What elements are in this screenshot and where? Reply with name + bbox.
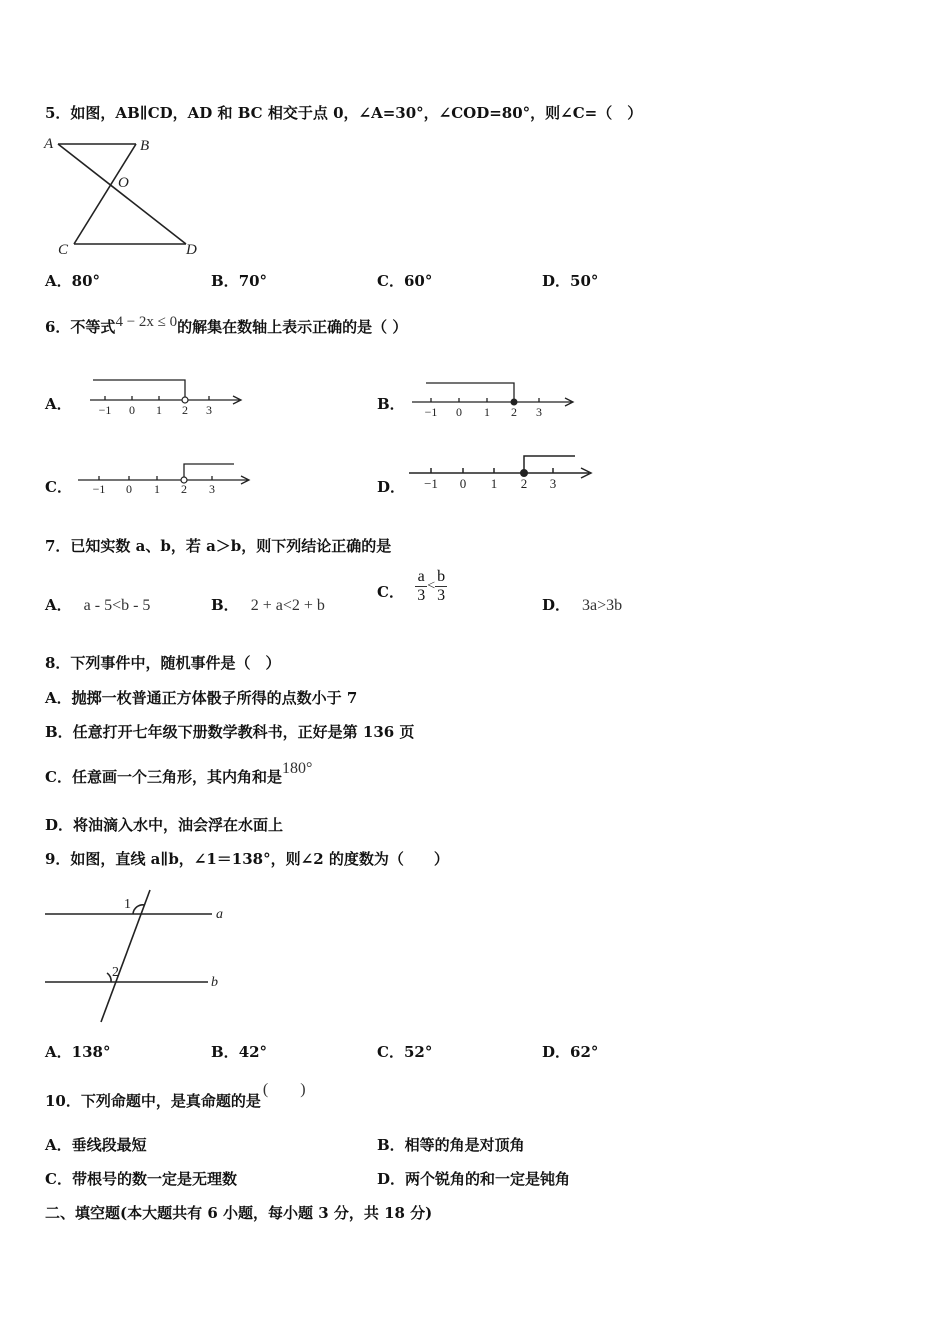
q6-option-b-letter: B． — [377, 395, 405, 413]
svg-text:−1: −1 — [98, 403, 112, 417]
svg-text:−1: −1 — [424, 405, 438, 419]
svg-text:2: 2 — [511, 405, 517, 419]
svg-text:3: 3 — [209, 482, 215, 496]
q7-option-d: D． 3a>3b — [542, 596, 623, 614]
q6-option-a-numberline — [85, 370, 250, 422]
q5-option-d: D．50° — [542, 272, 599, 290]
svg-text:1: 1 — [156, 403, 162, 417]
q8-stem: 8．下列事件中，随机事件是（ ） — [45, 654, 281, 672]
q5-option-b: B．70° — [211, 272, 268, 290]
q8-option-c: C．任意画一个三角形，其内角和是180° — [45, 760, 313, 786]
q5-option-a: A．80° — [45, 272, 101, 290]
svg-text:3: 3 — [206, 403, 212, 417]
q10-option-d: D．两个锐角的和一定是钝角 — [377, 1170, 571, 1188]
svg-text:3: 3 — [549, 476, 557, 491]
label-a: A — [44, 136, 54, 152]
section-2-heading: 二、填空题(本大题共有 6 小题，每小题 3 分，共 18 分) — [45, 1204, 433, 1222]
q10-option-a: A．垂线段最短 — [45, 1136, 147, 1154]
svg-text:0: 0 — [456, 405, 462, 419]
q6-option-b-numberline — [410, 374, 580, 424]
q10-option-c: C．带根号的数一定是无理数 — [45, 1170, 237, 1188]
q7-option-c: C． $\frac{a}{3}$ < $\frac{b}{3}$ — [377, 568, 446, 604]
label-d: D — [186, 242, 197, 258]
q9-option-d: D．62° — [542, 1043, 599, 1061]
q5-option-c: C．60° — [377, 272, 433, 290]
q9-option-c: C．52° — [377, 1043, 433, 1061]
segment-ad — [58, 144, 186, 244]
svg-text:2: 2 — [181, 482, 187, 496]
label-2: 2 — [112, 965, 119, 980]
q8-option-b: B．任意打开七年级下册数学教科书，正好是第 136 页 — [45, 723, 415, 741]
q6-option-c-letter: C． — [45, 478, 72, 496]
q8-option-a: A．抛掷一枚普通正方体骰子所得的点数小于 7 — [45, 689, 358, 707]
label-o: O — [118, 175, 129, 191]
svg-text:2: 2 — [182, 403, 188, 417]
q7-stem: 7．已知实数 a、b，若 a＞b，则下列结论正确的是 — [45, 537, 392, 555]
svg-text:3: 3 — [536, 405, 542, 419]
q10-option-b: B．相等的角是对顶角 — [377, 1136, 525, 1154]
svg-text:0: 0 — [126, 482, 132, 496]
label-c: C — [58, 242, 69, 258]
segment-bc — [74, 144, 136, 244]
q9-figure — [40, 888, 235, 1030]
q6-stem: 6．不等式4 − 2x ≤ 0的解集在数轴上表示正确的是（ ） — [45, 314, 408, 336]
label-a: a — [216, 907, 223, 922]
angle-2-arc — [107, 973, 111, 982]
q6-inequality: 4 − 2x ≤ 0 — [115, 314, 178, 330]
label-1: 1 — [124, 897, 131, 912]
q6-option-d-letter: D． — [377, 478, 406, 496]
q6-option-a-letter: A． — [45, 395, 72, 413]
label-b: B — [140, 138, 150, 154]
q6-option-d-numberline — [403, 448, 598, 498]
label-b: b — [211, 975, 218, 990]
svg-text:0: 0 — [459, 476, 467, 491]
q9-option-a: A．138° — [45, 1043, 111, 1061]
svg-text:1: 1 — [154, 482, 160, 496]
q5-figure — [40, 132, 210, 258]
q9-option-b: B．42° — [211, 1043, 268, 1061]
svg-text:−1: −1 — [92, 482, 106, 496]
svg-text:0: 0 — [129, 403, 135, 417]
q7-option-a: A． a - 5<b - 5 — [45, 596, 151, 614]
q8-option-d: D．将油滴入水中，油会浮在水面上 — [45, 816, 284, 834]
svg-text:1: 1 — [484, 405, 490, 419]
fraction-a-over-3: $\frac{a}{3}$ — [417, 568, 426, 604]
svg-text:2: 2 — [520, 476, 528, 491]
svg-text:1: 1 — [490, 476, 498, 491]
q6-option-c-numberline — [72, 456, 257, 500]
q5-stem: 5．如图，AB∥CD，AD 和 BC 相交于点 0，∠A=30°，∠COD=80°，则∠C=（ ） — [45, 104, 643, 122]
svg-text:−1: −1 — [424, 476, 438, 491]
q7-option-b: B． 2 + a<2 + b — [211, 596, 325, 614]
fraction-b-over-3: $\frac{b}{3}$ — [437, 568, 446, 604]
q9-stem: 9．如图，直线 a∥b，∠1＝138°，则∠2 的度数为（ ） — [45, 850, 449, 868]
q10-stem: 10．下列命题中，是真命题的是( ) — [45, 1081, 306, 1110]
